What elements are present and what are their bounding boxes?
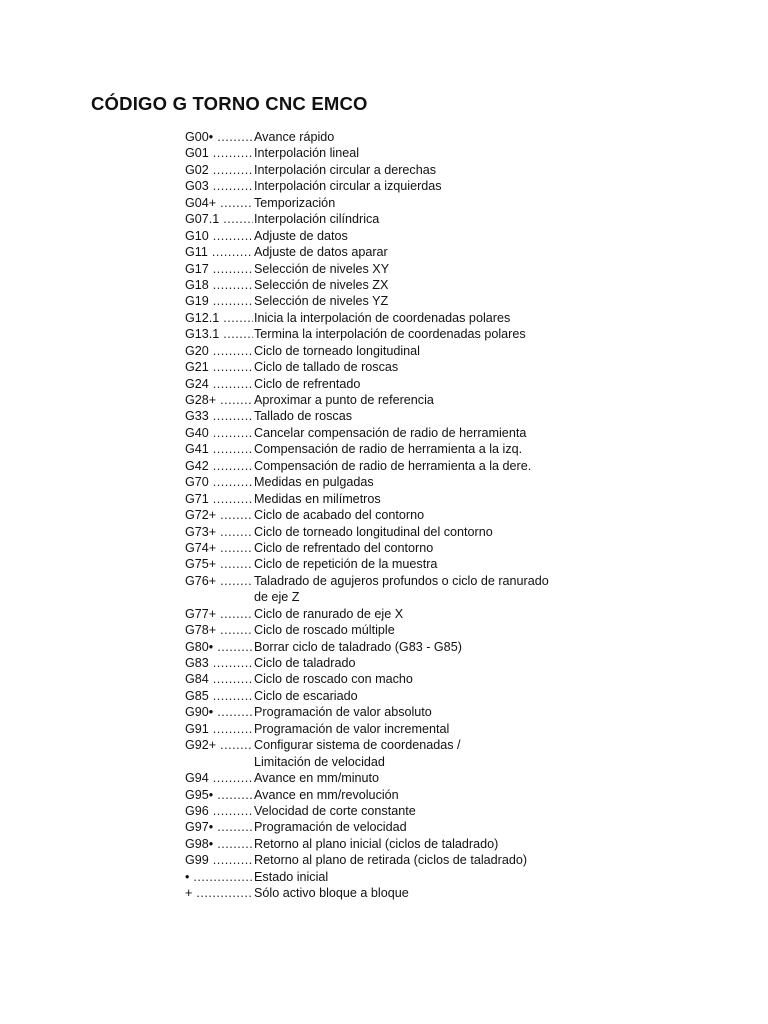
list-item: [185, 540, 585, 556]
g-code-label: G72+ .....: [185, 507, 253, 523]
g-code-label: G42 .....: [185, 458, 253, 474]
list-item: [185, 145, 585, 161]
list-item: [185, 737, 585, 770]
g-code-description: Temporización: [254, 195, 336, 210]
g-code-description: Ciclo de refrentado: [254, 376, 361, 391]
list-item: [185, 573, 585, 606]
list-item: [185, 162, 585, 178]
g-code-label: G11 .....: [185, 244, 253, 260]
list-item: [185, 474, 585, 490]
g-code-label: G41 .....: [185, 441, 253, 457]
g-code-label: G83 .....: [185, 655, 253, 671]
g-code-description: Selección de niveles YZ: [254, 294, 389, 309]
g-code-description: Adjuste de datos aparar: [254, 245, 388, 260]
g-code-label: G78+ .....: [185, 622, 253, 638]
g-code-description: Ciclo de ranurado de eje X: [254, 606, 404, 621]
g-code-label: G24 .....: [185, 376, 253, 392]
g-code-description-continued: Limitación de velocidad: [254, 754, 385, 769]
list-item: [185, 359, 585, 375]
g-code-label: G18 .....: [185, 277, 253, 293]
g-code-label: G00• .....: [185, 129, 253, 145]
g-code-description: Compensación de radio de herramienta a la dere.: [254, 458, 532, 473]
g-code-label: G94 .....: [185, 770, 253, 786]
g-code-description: Interpolación lineal: [254, 146, 360, 161]
g-code-label: G96 .....: [185, 803, 253, 819]
list-item: [185, 639, 585, 655]
g-code-description: Avance en mm/minuto: [254, 771, 380, 786]
g-code-description: Retorno al plano de retirada (ciclos de taladrado): [254, 853, 528, 868]
list-item: [185, 195, 585, 211]
g-code-label: G73+ .....: [185, 524, 253, 540]
g-code-label: G91 .....: [185, 721, 253, 737]
g-code-label: G33 .....: [185, 408, 253, 424]
g-code-description: Ciclo de roscado con macho: [254, 672, 413, 687]
g-code-description: Compensación de radio de herramienta a la izq.: [254, 442, 523, 457]
list-item: [185, 671, 585, 687]
g-code-label: G40 .....: [185, 425, 253, 441]
g-code-list: [185, 129, 585, 902]
g-code-description: Tallado de roscas: [254, 409, 353, 424]
list-item: [185, 885, 585, 901]
g-code-label: G28+ .....: [185, 392, 253, 408]
g-code-label: G03 .....: [185, 178, 253, 194]
g-code-description: Programación de valor absoluto: [254, 705, 432, 720]
list-item: [185, 441, 585, 457]
g-code-label: G21 .....: [185, 359, 253, 375]
g-code-description: Selección de niveles XY: [254, 261, 390, 276]
list-item: [185, 491, 585, 507]
list-item: [185, 869, 585, 885]
list-item: [185, 655, 585, 671]
page-title: CÓDIGO G TORNO CNC EMCO: [91, 93, 368, 114]
g-code-description: Termina la interpolación de coordenadas polares: [254, 327, 526, 342]
list-item: [185, 408, 585, 424]
g-code-description: Ciclo de roscado múltiple: [254, 623, 395, 638]
g-code-label: G98• .....: [185, 836, 253, 852]
list-item: [185, 524, 585, 540]
g-code-description: Inicia la interpolación de coordenadas polares: [254, 310, 511, 325]
list-item: [185, 293, 585, 309]
g-code-description: Velocidad de corte constante: [254, 803, 416, 818]
g-code-description: Programación de velocidad: [254, 820, 407, 835]
g-code-description: Cancelar compensación de radio de herramienta: [254, 425, 527, 440]
g-code-description: Selección de niveles ZX: [254, 277, 389, 292]
g-code-label: G90• .....: [185, 704, 253, 720]
g-code-label: G95• .....: [185, 787, 253, 803]
g-code-description: Interpolación cilíndrica: [254, 212, 380, 227]
g-code-description: Ciclo de repetición de la muestra: [254, 557, 438, 572]
g-code-label: G17 .....: [185, 261, 253, 277]
list-item: [185, 376, 585, 392]
g-code-label: G74+ .....: [185, 540, 253, 556]
g-code-description: Interpolación circular a izquierdas: [254, 179, 442, 194]
g-code-description: Estado inicial: [254, 869, 329, 884]
list-item: [185, 244, 585, 260]
g-code-description: Avance rápido: [254, 130, 335, 144]
list-item: [185, 228, 585, 244]
g-code-label: G20 .....: [185, 343, 253, 359]
g-code-label: G07.1 .....: [185, 211, 253, 227]
list-item: [185, 721, 585, 737]
list-item: [185, 458, 585, 474]
list-item: [185, 622, 585, 638]
g-code-description: Adjuste de datos: [254, 228, 348, 243]
g-code-description: Ciclo de escariado: [254, 688, 358, 703]
g-code-description: Ciclo de refrentado del contorno: [254, 540, 434, 555]
list-item: [185, 261, 585, 277]
g-code-description: Ciclo de taladrado: [254, 656, 356, 671]
list-item: [185, 178, 585, 194]
g-code-description: Ciclo de tallado de roscas: [254, 360, 399, 375]
g-code-label: G13.1 .....: [185, 326, 253, 342]
g-code-description: Taladrado de agujeros profundos o ciclo de ranurado: [254, 573, 549, 588]
list-item: [185, 852, 585, 868]
g-code-description: Ciclo de torneado longitudinal: [254, 343, 420, 358]
g-code-label: + .....: [185, 885, 253, 901]
g-code-label: G80• .....: [185, 639, 253, 655]
list-item: [185, 507, 585, 523]
g-code-label: G85 .....: [185, 688, 253, 704]
g-code-description: Avance en mm/revolución: [254, 787, 399, 802]
g-code-description: Medidas en milímetros: [254, 491, 381, 506]
g-code-description: Borrar ciclo de taladrado (G83 - G85): [254, 639, 462, 654]
g-code-description: Configurar sistema de coordenadas /: [254, 738, 461, 753]
list-item: [185, 392, 585, 408]
list-item: [185, 343, 585, 359]
list-item: [185, 129, 585, 145]
g-code-label: G92+ .....: [185, 737, 253, 753]
g-code-label: G01 .....: [185, 145, 253, 161]
g-code-description: Medidas en pulgadas: [254, 475, 374, 490]
list-item: [185, 770, 585, 786]
g-code-label: G84 .....: [185, 671, 253, 687]
g-code-label: • .....: [185, 869, 253, 885]
list-item: [185, 310, 585, 326]
list-item: [185, 819, 585, 835]
g-code-label: G97• .....: [185, 819, 253, 835]
g-code-description: Sólo activo bloque a bloque: [254, 886, 409, 901]
list-item: [185, 836, 585, 852]
g-code-description-continued: de eje Z: [254, 590, 300, 605]
list-item: [185, 787, 585, 803]
g-code-label: G04+ .....: [185, 195, 253, 211]
g-code-label: G12.1 .....: [185, 310, 253, 326]
g-code-label: G75+ .....: [185, 556, 253, 572]
list-item: [185, 688, 585, 704]
list-item: [185, 277, 585, 293]
g-code-label: G19 .....: [185, 293, 253, 309]
list-item: [185, 326, 585, 342]
g-code-description: Retorno al plano inicial (ciclos de taladrado): [254, 836, 499, 851]
g-code-description: Interpolación circular a derechas: [254, 162, 437, 177]
list-item: [185, 704, 585, 720]
g-code-label: G76+ .....: [185, 573, 253, 589]
list-item: [185, 425, 585, 441]
g-code-label: G77+ .....: [185, 606, 253, 622]
g-code-label: G70 .....: [185, 474, 253, 490]
g-code-description: Aproximar a punto de referencia: [254, 393, 434, 407]
g-code-label: G99 .....: [185, 852, 253, 868]
g-code-label: G71 .....: [185, 491, 253, 507]
list-item: [185, 556, 585, 572]
g-code-description: Ciclo de acabado del contorno: [254, 508, 425, 523]
g-code-description: Programación de valor incremental: [254, 721, 450, 736]
g-code-label: G02 .....: [185, 162, 253, 178]
list-item: [185, 803, 585, 819]
g-code-label: G10 .....: [185, 228, 253, 244]
g-code-description: Ciclo de torneado longitudinal del contorno: [254, 524, 493, 539]
list-item: [185, 211, 585, 227]
list-item: [185, 606, 585, 622]
